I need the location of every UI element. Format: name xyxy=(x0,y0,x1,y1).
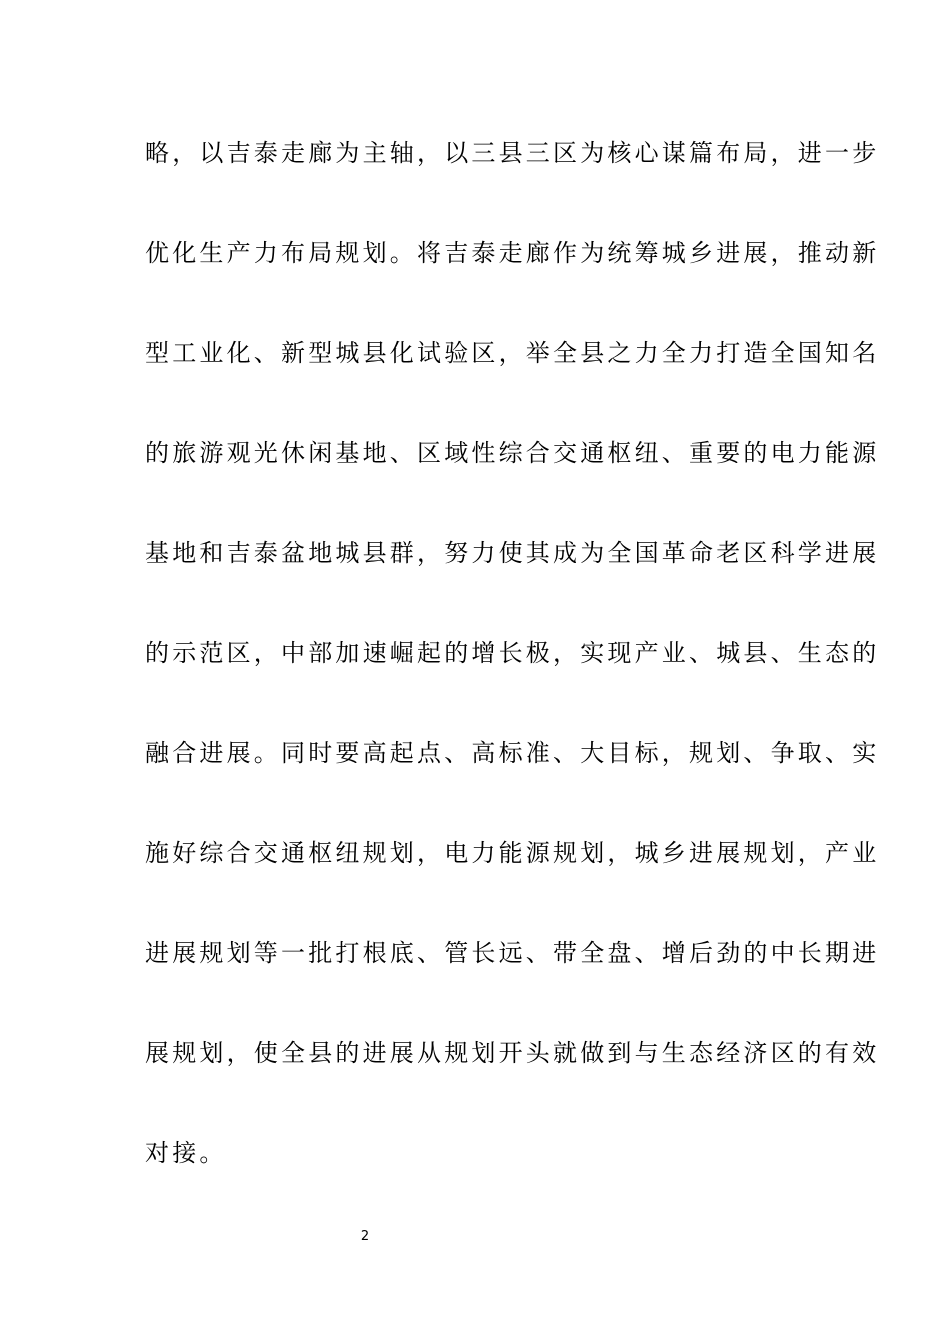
text-line-7: 融合进展。同时要高起点、高标准、大目标，规划、争取、实 xyxy=(145,739,880,767)
text-line-6: 的示范区，中部加速崛起的增长极，实现产业、城县、生态的 xyxy=(145,639,880,667)
text-line-8: 施好综合交通枢纽规划，电力能源规划，城乡进展规划，产业 xyxy=(145,839,880,867)
page-number: 2 xyxy=(360,1229,370,1244)
text-line-3: 型工业化、新型城县化试验区，举全县之力全力打造全国知名 xyxy=(145,339,880,367)
text-line-2: 优化生产力布局规划。将吉泰走廊作为统筹城乡进展，推动新 xyxy=(145,239,880,267)
text-line-5: 基地和吉泰盆地城县群，努力使其成为全国革命老区科学进展 xyxy=(145,539,880,567)
text-line-1: 略，以吉泰走廊为主轴，以三县三区为核心谋篇布局，进一步 xyxy=(145,139,880,167)
text-line-4: 的旅游观光休闲基地、区域性综合交通枢纽、重要的电力能源 xyxy=(145,439,880,467)
text-line-9: 进展规划等一批打根底、管长远、带全盘、增后劲的中长期进 xyxy=(145,939,880,967)
text-line-11: 对接。 xyxy=(145,1139,227,1167)
body-paragraph xyxy=(145,128,880,1228)
text-line-10: 展规划，使全县的进展从规划开头就做到与生态经济区的有效 xyxy=(145,1039,880,1067)
